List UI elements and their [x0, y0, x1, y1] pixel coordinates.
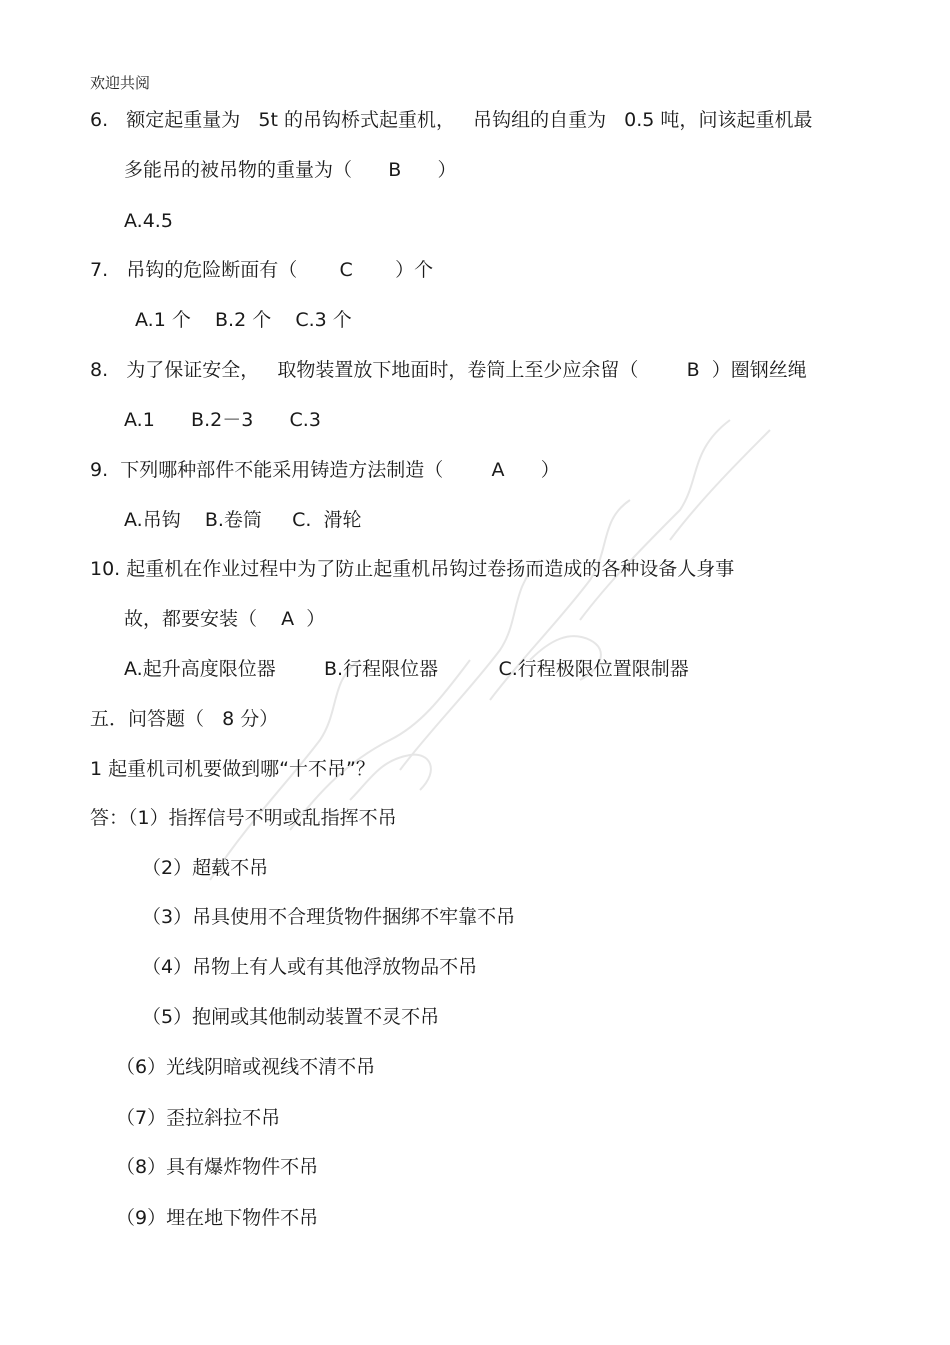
- question-9-options: A.吊钩 B.卷筒 C. 滑轮: [124, 509, 362, 531]
- question-9: 9. 下列哪种部件不能采用铸造方法制造（ A ）: [90, 459, 560, 481]
- question-8: 8. 为了保证安全， 取物装置放下地面时，卷筒上至少应余留（ B ）圈钢丝绳: [90, 359, 807, 381]
- answer-item-8: （8）具有爆炸物件不吊: [116, 1156, 319, 1178]
- question-6-line-1: 6. 额定起重量为 5t 的吊钩桥式起重机， 吊钩组的自重为 0.5 吨，问该起重机最: [90, 109, 813, 131]
- answer-item-9: （9）埋在地下物件不吊: [116, 1207, 319, 1229]
- question-8-options: A.1 B.2－3 C.3: [124, 409, 321, 431]
- answer-item-6: （6）光线阴暗或视线不清不吊: [116, 1056, 376, 1078]
- answer-item-1: 答：（1）指挥信号不明或乱指挥不吊: [90, 807, 397, 829]
- section-heading: 五．问答题（ 8 分）: [90, 708, 279, 730]
- question-10-options: A.起升高度限位器 B.行程限位器 C.行程极限位置限制器: [124, 658, 689, 680]
- question-10-line-2: 故，都要安装（ A ）: [124, 608, 326, 630]
- answer-item-3: （3）吊具使用不合理货物件捆绑不牢靠不吊: [142, 906, 516, 928]
- answer-item-2: （2）超载不吊: [142, 857, 269, 879]
- watermark-graphic: [170, 360, 810, 920]
- question-6-options: A.4.5: [124, 210, 173, 232]
- question-10-line-1: 10. 起重机在作业过程中为了防止起重机吊钩过卷扬而造成的各种设备人身事: [90, 558, 735, 580]
- page-header: 欢迎共阅: [90, 74, 151, 92]
- question-6-line-2: 多能吊的被吊物的重量为（ B ）: [124, 159, 457, 181]
- answer-item-7: （7）歪拉斜拉不吊: [116, 1107, 281, 1129]
- question-7: 7. 吊钩的危险断面有（ C ）个: [90, 259, 434, 281]
- answer-item-5: （5）抱闸或其他制动装置不灵不吊: [142, 1006, 440, 1028]
- answer-item-4: （4）吊物上有人或有其他浮放物品不吊: [142, 956, 478, 978]
- question-7-options: A.1 个 B.2 个 C.3 个: [135, 309, 352, 331]
- essay-question-1: 1 起重机司机要做到哪“十不吊”？: [90, 758, 375, 780]
